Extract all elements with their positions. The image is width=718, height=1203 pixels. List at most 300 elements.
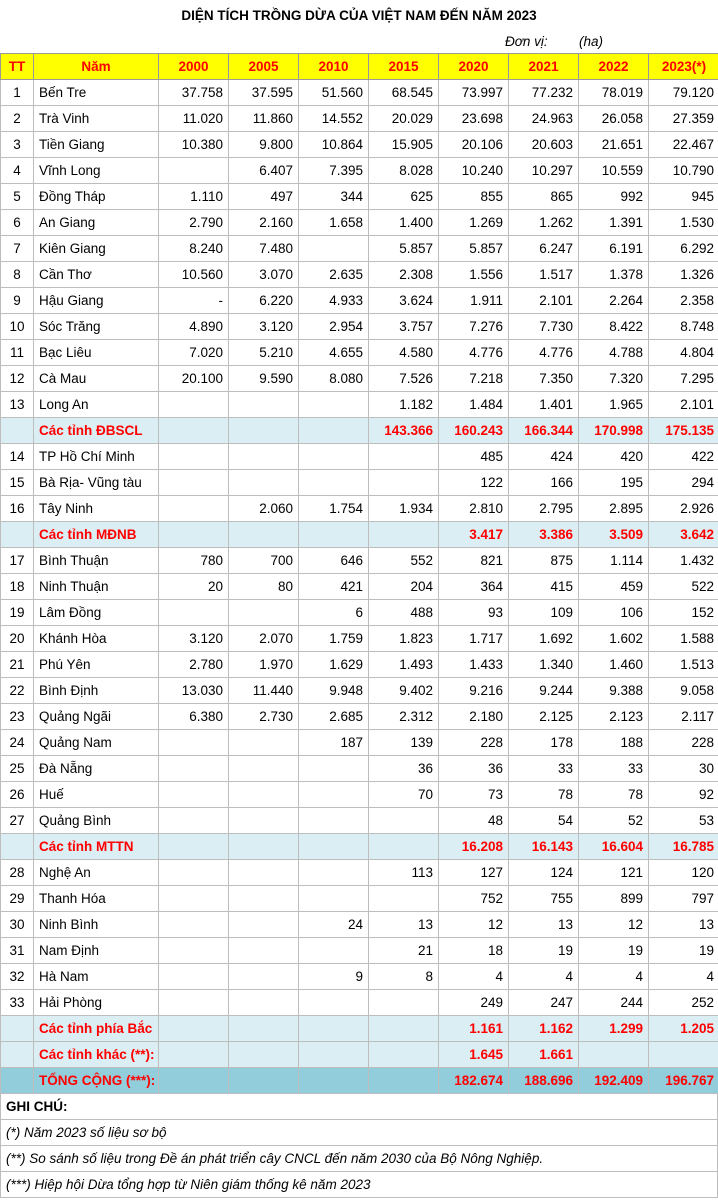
cell-name[interactable]: Các tỉnh MĐNB (34, 522, 159, 548)
cell-value[interactable]: 1.911 (439, 288, 509, 314)
cell-value[interactable] (229, 756, 299, 782)
cell-name[interactable]: Nam Định (34, 938, 159, 964)
cell-tt[interactable]: 25 (1, 756, 34, 782)
cell-value[interactable] (159, 1068, 229, 1094)
cell-value[interactable]: 459 (579, 574, 649, 600)
cell-tt[interactable]: 15 (1, 470, 34, 496)
cell-value[interactable] (299, 392, 369, 418)
cell-value[interactable]: 6.292 (649, 236, 718, 262)
cell-value[interactable]: 8.748 (649, 314, 718, 340)
cell-tt[interactable]: 32 (1, 964, 34, 990)
cell-name[interactable]: Bến Tre (34, 80, 159, 106)
cell-tt[interactable] (1, 1016, 34, 1042)
cell-value[interactable]: 1.460 (579, 652, 649, 678)
header-2021[interactable]: 2021 (509, 54, 579, 80)
cell-name[interactable]: Ninh Thuận (34, 574, 159, 600)
cell-value[interactable]: 11.860 (229, 106, 299, 132)
cell-value[interactable]: 3.624 (369, 288, 439, 314)
cell-name[interactable]: Ninh Bình (34, 912, 159, 938)
cell-tt[interactable]: 11 (1, 340, 34, 366)
cell-value[interactable] (159, 782, 229, 808)
cell-value[interactable]: 2.895 (579, 496, 649, 522)
cell-value[interactable] (159, 444, 229, 470)
cell-value[interactable] (299, 756, 369, 782)
cell-value[interactable] (299, 1042, 369, 1068)
cell-tt[interactable]: 28 (1, 860, 34, 886)
cell-value[interactable]: 488 (369, 600, 439, 626)
cell-value[interactable] (299, 938, 369, 964)
cell-value[interactable]: 1.484 (439, 392, 509, 418)
cell-value[interactable]: 13.030 (159, 678, 229, 704)
cell-value[interactable]: 68.545 (369, 80, 439, 106)
cell-value[interactable]: 7.218 (439, 366, 509, 392)
cell-value[interactable] (299, 808, 369, 834)
cell-value[interactable]: 755 (509, 886, 579, 912)
cell-name[interactable]: Khánh Hòa (34, 626, 159, 652)
cell-value[interactable]: 3.642 (649, 522, 718, 548)
cell-value[interactable]: 170.998 (579, 418, 649, 444)
cell-tt[interactable]: 23 (1, 704, 34, 730)
header-2015[interactable]: 2015 (369, 54, 439, 80)
cell-value[interactable]: 188 (579, 730, 649, 756)
cell-value[interactable]: 1.556 (439, 262, 509, 288)
cell-value[interactable]: 1.262 (509, 210, 579, 236)
cell-value[interactable]: 7.276 (439, 314, 509, 340)
cell-value[interactable]: 51.560 (299, 80, 369, 106)
cell-value[interactable] (229, 990, 299, 1016)
cell-value[interactable]: 7.526 (369, 366, 439, 392)
cell-value[interactable]: 4 (579, 964, 649, 990)
cell-value[interactable]: 48 (439, 808, 509, 834)
cell-value[interactable]: 4.776 (439, 340, 509, 366)
cell-value[interactable] (229, 470, 299, 496)
cell-value[interactable] (369, 1016, 439, 1042)
cell-value[interactable]: 1.965 (579, 392, 649, 418)
cell-value[interactable]: 10.864 (299, 132, 369, 158)
cell-value[interactable]: 166 (509, 470, 579, 496)
cell-value[interactable]: 10.380 (159, 132, 229, 158)
cell-value[interactable]: 19 (509, 938, 579, 964)
cell-value[interactable]: 9.948 (299, 678, 369, 704)
cell-value[interactable]: 1.692 (509, 626, 579, 652)
cell-name[interactable]: Cần Thơ (34, 262, 159, 288)
cell-value[interactable]: 182.674 (439, 1068, 509, 1094)
cell-value[interactable]: 1.400 (369, 210, 439, 236)
cell-name[interactable]: Quảng Ngãi (34, 704, 159, 730)
cell-value[interactable] (229, 522, 299, 548)
cell-value[interactable] (369, 834, 439, 860)
cell-value[interactable] (229, 600, 299, 626)
cell-name[interactable]: Tiền Giang (34, 132, 159, 158)
cell-tt[interactable] (1, 834, 34, 860)
cell-value[interactable]: 1.432 (649, 548, 718, 574)
cell-value[interactable]: 5.857 (439, 236, 509, 262)
cell-value[interactable]: 7.350 (509, 366, 579, 392)
cell-value[interactable]: - (159, 288, 229, 314)
cell-value[interactable]: 6.380 (159, 704, 229, 730)
cell-value[interactable] (299, 522, 369, 548)
cell-value[interactable]: 4.788 (579, 340, 649, 366)
cell-value[interactable]: 2.101 (649, 392, 718, 418)
cell-value[interactable]: 188.696 (509, 1068, 579, 1094)
header-2022[interactable]: 2022 (579, 54, 649, 80)
cell-name[interactable]: An Giang (34, 210, 159, 236)
cell-value[interactable]: 9.216 (439, 678, 509, 704)
cell-value[interactable]: 6.220 (229, 288, 299, 314)
cell-value[interactable]: 228 (439, 730, 509, 756)
cell-value[interactable] (159, 392, 229, 418)
cell-value[interactable]: 244 (579, 990, 649, 1016)
cell-value[interactable]: 18 (439, 938, 509, 964)
cell-value[interactable]: 2.117 (649, 704, 718, 730)
cell-value[interactable]: 12 (439, 912, 509, 938)
cell-value[interactable]: 1.114 (579, 548, 649, 574)
cell-value[interactable]: 2.312 (369, 704, 439, 730)
cell-value[interactable] (159, 834, 229, 860)
cell-value[interactable]: 20 (159, 574, 229, 600)
cell-value[interactable]: 2.810 (439, 496, 509, 522)
cell-name[interactable]: Các tỉnh khác (**): (34, 1042, 159, 1068)
cell-name[interactable]: Thanh Hóa (34, 886, 159, 912)
cell-value[interactable]: 21 (369, 938, 439, 964)
cell-value[interactable]: 13 (649, 912, 718, 938)
cell-value[interactable] (579, 1042, 649, 1068)
cell-value[interactable]: 2.780 (159, 652, 229, 678)
cell-value[interactable] (159, 964, 229, 990)
cell-value[interactable] (229, 912, 299, 938)
cell-value[interactable]: 1.161 (439, 1016, 509, 1042)
cell-value[interactable] (159, 418, 229, 444)
cell-value[interactable]: 93 (439, 600, 509, 626)
cell-tt[interactable] (1, 522, 34, 548)
cell-tt[interactable]: 20 (1, 626, 34, 652)
cell-value[interactable]: 109 (509, 600, 579, 626)
cell-value[interactable]: 1.326 (649, 262, 718, 288)
cell-tt[interactable]: 33 (1, 990, 34, 1016)
cell-value[interactable]: 26.058 (579, 106, 649, 132)
cell-value[interactable] (159, 990, 229, 1016)
cell-value[interactable]: 422 (649, 444, 718, 470)
cell-value[interactable]: 7.295 (649, 366, 718, 392)
cell-name[interactable]: Đà Nẵng (34, 756, 159, 782)
cell-value[interactable]: 24.963 (509, 106, 579, 132)
cell-value[interactable]: 1.378 (579, 262, 649, 288)
cell-value[interactable]: 11.020 (159, 106, 229, 132)
cell-value[interactable]: 552 (369, 548, 439, 574)
cell-value[interactable]: 646 (299, 548, 369, 574)
cell-value[interactable]: 121 (579, 860, 649, 886)
cell-value[interactable] (159, 158, 229, 184)
cell-value[interactable]: 10.240 (439, 158, 509, 184)
cell-value[interactable] (229, 444, 299, 470)
cell-value[interactable]: 77.232 (509, 80, 579, 106)
cell-value[interactable]: 485 (439, 444, 509, 470)
cell-value[interactable] (299, 236, 369, 262)
cell-value[interactable]: 52 (579, 808, 649, 834)
cell-value[interactable]: 122 (439, 470, 509, 496)
cell-value[interactable]: 797 (649, 886, 718, 912)
cell-value[interactable]: 36 (439, 756, 509, 782)
cell-value[interactable]: 6.191 (579, 236, 649, 262)
cell-tt[interactable]: 22 (1, 678, 34, 704)
cell-value[interactable]: 37.595 (229, 80, 299, 106)
cell-value[interactable]: 120 (649, 860, 718, 886)
cell-value[interactable]: 16.785 (649, 834, 718, 860)
cell-value[interactable]: 294 (649, 470, 718, 496)
header-tt[interactable]: TT (1, 54, 34, 80)
cell-value[interactable]: 1.661 (509, 1042, 579, 1068)
cell-value[interactable]: 247 (509, 990, 579, 1016)
cell-value[interactable] (159, 496, 229, 522)
cell-value[interactable]: 8 (369, 964, 439, 990)
cell-value[interactable]: 8.422 (579, 314, 649, 340)
cell-value[interactable]: 7.020 (159, 340, 229, 366)
cell-value[interactable]: 192.409 (579, 1068, 649, 1094)
cell-value[interactable]: 700 (229, 548, 299, 574)
cell-tt[interactable]: 30 (1, 912, 34, 938)
cell-value[interactable]: 780 (159, 548, 229, 574)
cell-value[interactable] (159, 522, 229, 548)
cell-value[interactable]: 4.776 (509, 340, 579, 366)
cell-value[interactable]: 10.790 (649, 158, 718, 184)
cell-value[interactable]: 1.340 (509, 652, 579, 678)
cell-value[interactable]: 10.297 (509, 158, 579, 184)
cell-name[interactable]: Bạc Liêu (34, 340, 159, 366)
cell-value[interactable]: 9.388 (579, 678, 649, 704)
cell-value[interactable]: 2.060 (229, 496, 299, 522)
cell-value[interactable]: 6.247 (509, 236, 579, 262)
cell-value[interactable] (369, 444, 439, 470)
cell-value[interactable]: 4.580 (369, 340, 439, 366)
cell-value[interactable]: 8.240 (159, 236, 229, 262)
cell-value[interactable] (159, 730, 229, 756)
cell-value[interactable]: 421 (299, 574, 369, 600)
cell-value[interactable] (299, 470, 369, 496)
cell-value[interactable]: 113 (369, 860, 439, 886)
cell-value[interactable]: 2.730 (229, 704, 299, 730)
cell-tt[interactable]: 8 (1, 262, 34, 288)
note-item[interactable]: (**) So sánh số liệu trong Đề án phát triển cây CNCL đến năm 2030 của Bộ Nông Nghiệp. (1, 1146, 718, 1172)
cell-value[interactable]: 3.417 (439, 522, 509, 548)
cell-tt[interactable] (1, 418, 34, 444)
cell-value[interactable]: 364 (439, 574, 509, 600)
cell-value[interactable]: 522 (649, 574, 718, 600)
cell-tt[interactable]: 5 (1, 184, 34, 210)
cell-tt[interactable]: 3 (1, 132, 34, 158)
cell-value[interactable]: 124 (509, 860, 579, 886)
cell-value[interactable] (369, 886, 439, 912)
cell-value[interactable]: 6.407 (229, 158, 299, 184)
cell-value[interactable]: 166.344 (509, 418, 579, 444)
cell-value[interactable]: 70 (369, 782, 439, 808)
cell-value[interactable] (159, 886, 229, 912)
cell-value[interactable]: 27.359 (649, 106, 718, 132)
cell-value[interactable]: 1.162 (509, 1016, 579, 1042)
cell-name[interactable]: Huế (34, 782, 159, 808)
cell-value[interactable]: 415 (509, 574, 579, 600)
cell-value[interactable]: 4.804 (649, 340, 718, 366)
cell-value[interactable]: 2.101 (509, 288, 579, 314)
cell-name[interactable]: Kiên Giang (34, 236, 159, 262)
cell-value[interactable]: 20.603 (509, 132, 579, 158)
cell-value[interactable] (229, 1068, 299, 1094)
cell-value[interactable]: 24 (299, 912, 369, 938)
cell-value[interactable]: 2.685 (299, 704, 369, 730)
cell-value[interactable]: 23.698 (439, 106, 509, 132)
cell-name[interactable]: Bà Rịa- Vũng tàu (34, 470, 159, 496)
cell-value[interactable] (159, 470, 229, 496)
cell-value[interactable] (229, 392, 299, 418)
cell-value[interactable]: 10.559 (579, 158, 649, 184)
cell-name[interactable]: Các tỉnh ĐBSCL (34, 418, 159, 444)
cell-name[interactable]: Tây Ninh (34, 496, 159, 522)
cell-name[interactable]: Các tỉnh MTTN (34, 834, 159, 860)
cell-value[interactable]: 21.651 (579, 132, 649, 158)
cell-tt[interactable]: 27 (1, 808, 34, 834)
note-item[interactable]: (***) Hiệp hội Dừa tổng hợp từ Niên giám thống kê năm 2023 (1, 1172, 718, 1198)
cell-value[interactable]: 22.467 (649, 132, 718, 158)
cell-name[interactable]: Quảng Nam (34, 730, 159, 756)
cell-name[interactable]: TP Hồ Chí Minh (34, 444, 159, 470)
cell-value[interactable]: 1.759 (299, 626, 369, 652)
cell-value[interactable]: 344 (299, 184, 369, 210)
cell-value[interactable] (299, 886, 369, 912)
cell-value[interactable] (369, 470, 439, 496)
cell-value[interactable]: 2.954 (299, 314, 369, 340)
cell-value[interactable]: 1.645 (439, 1042, 509, 1068)
header-2000[interactable]: 2000 (159, 54, 229, 80)
cell-tt[interactable]: 13 (1, 392, 34, 418)
cell-value[interactable]: 249 (439, 990, 509, 1016)
cell-value[interactable]: 2.160 (229, 210, 299, 236)
cell-value[interactable]: 7.480 (229, 236, 299, 262)
cell-value[interactable]: 1.110 (159, 184, 229, 210)
cell-value[interactable]: 160.243 (439, 418, 509, 444)
cell-value[interactable]: 1.299 (579, 1016, 649, 1042)
cell-value[interactable]: 152 (649, 600, 718, 626)
cell-name[interactable]: Hà Nam (34, 964, 159, 990)
header-2005[interactable]: 2005 (229, 54, 299, 80)
cell-value[interactable]: 33 (509, 756, 579, 782)
cell-value[interactable]: 20.106 (439, 132, 509, 158)
cell-value[interactable]: 73.997 (439, 80, 509, 106)
cell-value[interactable]: 1.401 (509, 392, 579, 418)
cell-value[interactable]: 37.758 (159, 80, 229, 106)
cell-tt[interactable]: 31 (1, 938, 34, 964)
cell-value[interactable]: 3.757 (369, 314, 439, 340)
cell-tt[interactable]: 19 (1, 600, 34, 626)
cell-value[interactable]: 14.552 (299, 106, 369, 132)
cell-value[interactable]: 497 (229, 184, 299, 210)
cell-value[interactable]: 195 (579, 470, 649, 496)
cell-value[interactable]: 3.386 (509, 522, 579, 548)
cell-value[interactable]: 2.358 (649, 288, 718, 314)
cell-tt[interactable]: 14 (1, 444, 34, 470)
cell-value[interactable] (229, 964, 299, 990)
cell-value[interactable]: 3.509 (579, 522, 649, 548)
cell-value[interactable]: 4.655 (299, 340, 369, 366)
cell-value[interactable] (229, 808, 299, 834)
cell-tt[interactable]: 10 (1, 314, 34, 340)
cell-value[interactable]: 78 (509, 782, 579, 808)
cell-value[interactable]: 19 (579, 938, 649, 964)
cell-value[interactable]: 7.320 (579, 366, 649, 392)
cell-value[interactable] (159, 938, 229, 964)
cell-value[interactable]: 16.143 (509, 834, 579, 860)
cell-value[interactable]: 20.029 (369, 106, 439, 132)
cell-value[interactable]: 855 (439, 184, 509, 210)
cell-value[interactable]: 16.604 (579, 834, 649, 860)
cell-value[interactable] (159, 600, 229, 626)
cell-value[interactable]: 30 (649, 756, 718, 782)
cell-tt[interactable]: 6 (1, 210, 34, 236)
cell-value[interactable] (299, 990, 369, 1016)
cell-name[interactable]: Vĩnh Long (34, 158, 159, 184)
cell-value[interactable]: 2.070 (229, 626, 299, 652)
cell-value[interactable]: 9 (299, 964, 369, 990)
cell-value[interactable]: 2.123 (579, 704, 649, 730)
cell-value[interactable]: 1.934 (369, 496, 439, 522)
cell-value[interactable]: 5.210 (229, 340, 299, 366)
cell-value[interactable]: 420 (579, 444, 649, 470)
cell-value[interactable]: 12 (579, 912, 649, 938)
cell-value[interactable]: 865 (509, 184, 579, 210)
cell-value[interactable]: 875 (509, 548, 579, 574)
cell-value[interactable]: 1.823 (369, 626, 439, 652)
cell-value[interactable] (299, 1016, 369, 1042)
cell-value[interactable]: 175.135 (649, 418, 718, 444)
cell-value[interactable] (229, 1016, 299, 1042)
cell-value[interactable]: 15.905 (369, 132, 439, 158)
cell-value[interactable] (229, 860, 299, 886)
cell-value[interactable]: 6 (299, 600, 369, 626)
cell-value[interactable]: 2.308 (369, 262, 439, 288)
cell-value[interactable] (159, 808, 229, 834)
cell-name[interactable]: Nghệ An (34, 860, 159, 886)
cell-value[interactable] (299, 444, 369, 470)
cell-tt[interactable]: 9 (1, 288, 34, 314)
cell-value[interactable] (159, 1016, 229, 1042)
cell-value[interactable]: 92 (649, 782, 718, 808)
cell-value[interactable]: 821 (439, 548, 509, 574)
cell-value[interactable]: 11.440 (229, 678, 299, 704)
cell-value[interactable]: 1.517 (509, 262, 579, 288)
cell-value[interactable] (229, 730, 299, 756)
cell-value[interactable]: 2.790 (159, 210, 229, 236)
cell-name[interactable]: Phú Yên (34, 652, 159, 678)
cell-name[interactable]: Cà Mau (34, 366, 159, 392)
cell-value[interactable]: 2.264 (579, 288, 649, 314)
cell-value[interactable]: 79.120 (649, 80, 718, 106)
cell-value[interactable]: 16.208 (439, 834, 509, 860)
cell-value[interactable]: 4 (509, 964, 579, 990)
cell-value[interactable]: 7.730 (509, 314, 579, 340)
cell-value[interactable]: 80 (229, 574, 299, 600)
cell-value[interactable]: 1.970 (229, 652, 299, 678)
cell-value[interactable]: 127 (439, 860, 509, 886)
cell-tt[interactable]: 2 (1, 106, 34, 132)
cell-value[interactable] (159, 1042, 229, 1068)
cell-name[interactable]: Long An (34, 392, 159, 418)
cell-value[interactable]: 9.244 (509, 678, 579, 704)
cell-value[interactable]: 7.395 (299, 158, 369, 184)
cell-value[interactable]: 53 (649, 808, 718, 834)
cell-value[interactable] (369, 522, 439, 548)
cell-value[interactable] (159, 912, 229, 938)
cell-name[interactable]: Đồng Tháp (34, 184, 159, 210)
cell-value[interactable]: 4 (439, 964, 509, 990)
cell-value[interactable]: 1.391 (579, 210, 649, 236)
